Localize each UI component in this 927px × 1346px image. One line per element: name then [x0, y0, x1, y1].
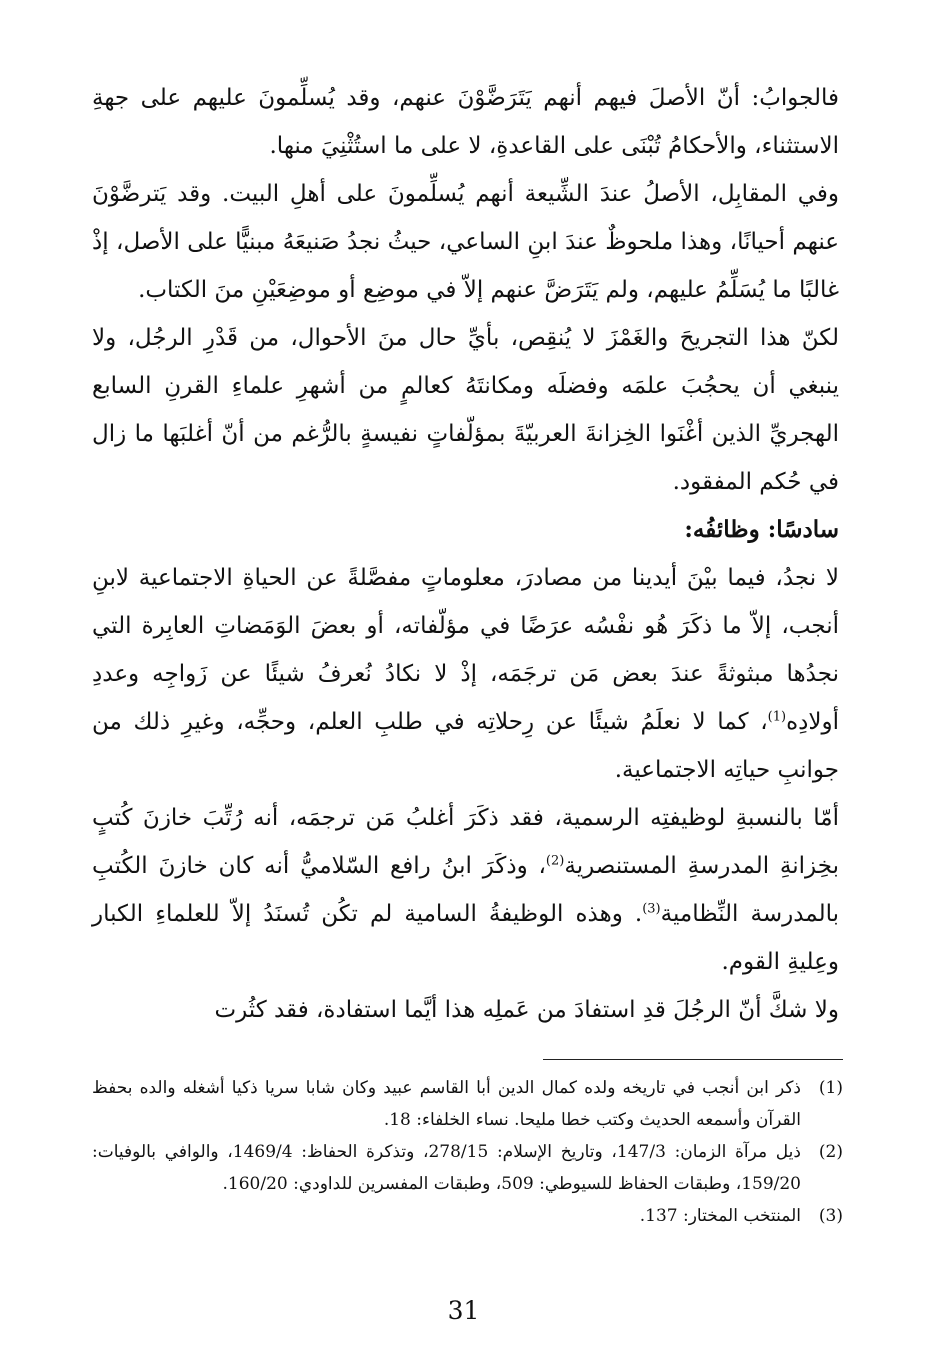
- footnote-item: [92, 1136, 843, 1200]
- footnote-number: (2): [818, 1142, 843, 1162]
- footnote-text: ذيل مرآة الزمان: 147/3، وتاريخ الإسلام: 278/15، وتذكرة الحفاظ: 1469/4، والوافي بالوفيات: 159/20، وطبقات الحفاظ للسيوطي: 509، وطبقات المفسرين للداودي: 160/20.: [92, 1142, 801, 1194]
- paragraph-5-part-2: ، وذكَرَ ابنُ رافع السّلاميُّ أنه كان خازنَ الكُتبِ بالمدرسة النِّظامية: [92, 853, 839, 927]
- footnote-number: (1): [818, 1078, 843, 1098]
- footnote-item: [92, 1200, 843, 1232]
- paragraph-5-part-1: أمّا بالنسبةِ لوظيفتِه الرسمية، فقد ذكَرَ أغلبُ مَن ترجمَه، أنه رُتِّبَ خازنَ كُتبٍ بخِزانةِ المدرسةِ المستنصرية: [92, 805, 839, 879]
- paragraph-3: لكنّ هذا التجريحَ والغَمْزَ لا يُنقِص، بأيِّ حال منَ الأحوال، من قَدْرِ الرجُل، ولا ينبغي أن يحجُبَ علمَه وفضلَه ومكانتَهُ كعالمٍ من أشهرِ علماءِ القرنِ السابع الهجريِّ الذين أغْنَوا الخِزانةَ العربيّةَ بمؤلّفاتٍ نفيسةٍ بالرُّغم من أنّ أغلبَها ما زال في حُكم المفقود.: [92, 325, 840, 495]
- paragraph-4-part-2: ، كما لا نعلَمُ شيئًا عن رِحلاتِه في طلبِ العلم، وحجِّه، وغيرِ ذلك من جوانبِ حياتِه الاجتماعية.: [92, 709, 839, 783]
- paragraph-5: [92, 794, 839, 986]
- main-text: [92, 74, 839, 1034]
- footnote-item: [92, 1072, 843, 1136]
- paragraph-6: ولا شكَّ أنّ الرجُلَ قدِ استفادَ من عَملِه هذا أيَّما استفادة، فقد كثُرت: [214, 997, 839, 1023]
- footnote-ref-2: (2): [545, 853, 565, 869]
- footnote-number: (3): [818, 1206, 843, 1226]
- footnote-ref-1: (1): [767, 709, 787, 725]
- footnote-text: المنتخب المختار: 137.: [639, 1206, 801, 1226]
- paragraph-4-part-1: لا نجدُ، فيما بيْنَ أيدينا من مصادرَ، معلوماتٍ مفصَّلةً عن الحياةِ الاجتماعية لابنِ أنجب، إلاّ ما ذكَرَ هُو نفْسُه عرَضًا في مؤلّفاته، أو بعضَ الوَمَضاتِ العابِرة التي نجدُها مبثوثةً عندَ بعض مَن ترجَمَه، إذْ لا نكادُ نُعرفُ شيئًا عن زَواجِه وعددِ أولادِه: [92, 565, 839, 735]
- paragraph-4: [92, 554, 839, 794]
- page-number: 31: [447, 1296, 480, 1325]
- paragraph-5-part-3: . وهذه الوظيفةُ السامية لم تكُن تُسنَدُ إلاّ للعلماءِ الكبار وعِليةِ القوم.: [92, 901, 839, 975]
- paragraph-2: وفي المقابِل، الأصلُ عندَ الشِّيعة أنهم يُسلِّمونَ على أهلِ البيت. وقد يَترضَّوْنَ عنهم أحيانًا، وهذا ملحوظٌ عندَ ابنِ الساعي، حيثُ نجدُ صَنيعَهُ مبنيًّا على الأصل، إذْ غالبًا ما يُسَلِّمُ عليهم، ولم يَتَرَضَّ عنهم إلاّ في موضِع أو موضِعَيْنِ منَ الكتاب.: [92, 181, 839, 303]
- footnote-ref-3: (3): [642, 901, 661, 917]
- footnote-divider: [543, 1059, 843, 1060]
- section-heading: سادسًا: وظائفُه:: [684, 516, 839, 543]
- paragraph-1: فالجوابُ: أنّ الأصلَ فيهم أنهم يَتَرَضَّوْنَ عنهم، وقد يُسلِّمونَ عليهم على جهةِ الاستثناء، والأحكامُ تُبْنَى على القاعدةِ، لا على ما استُثْنِيَ منها.: [92, 85, 839, 159]
- footnotes: [92, 1072, 843, 1232]
- footnote-text: ذكر ابن أنجب في تاريخه ولده كمال الدين أبا القاسم عبيد وكان شابا سريا ذكيا أشغله والده بحفظ القرآن وأسمعه الحديث وكتب خطا مليحا. نساء الخلفاء: 18.: [92, 1078, 801, 1130]
